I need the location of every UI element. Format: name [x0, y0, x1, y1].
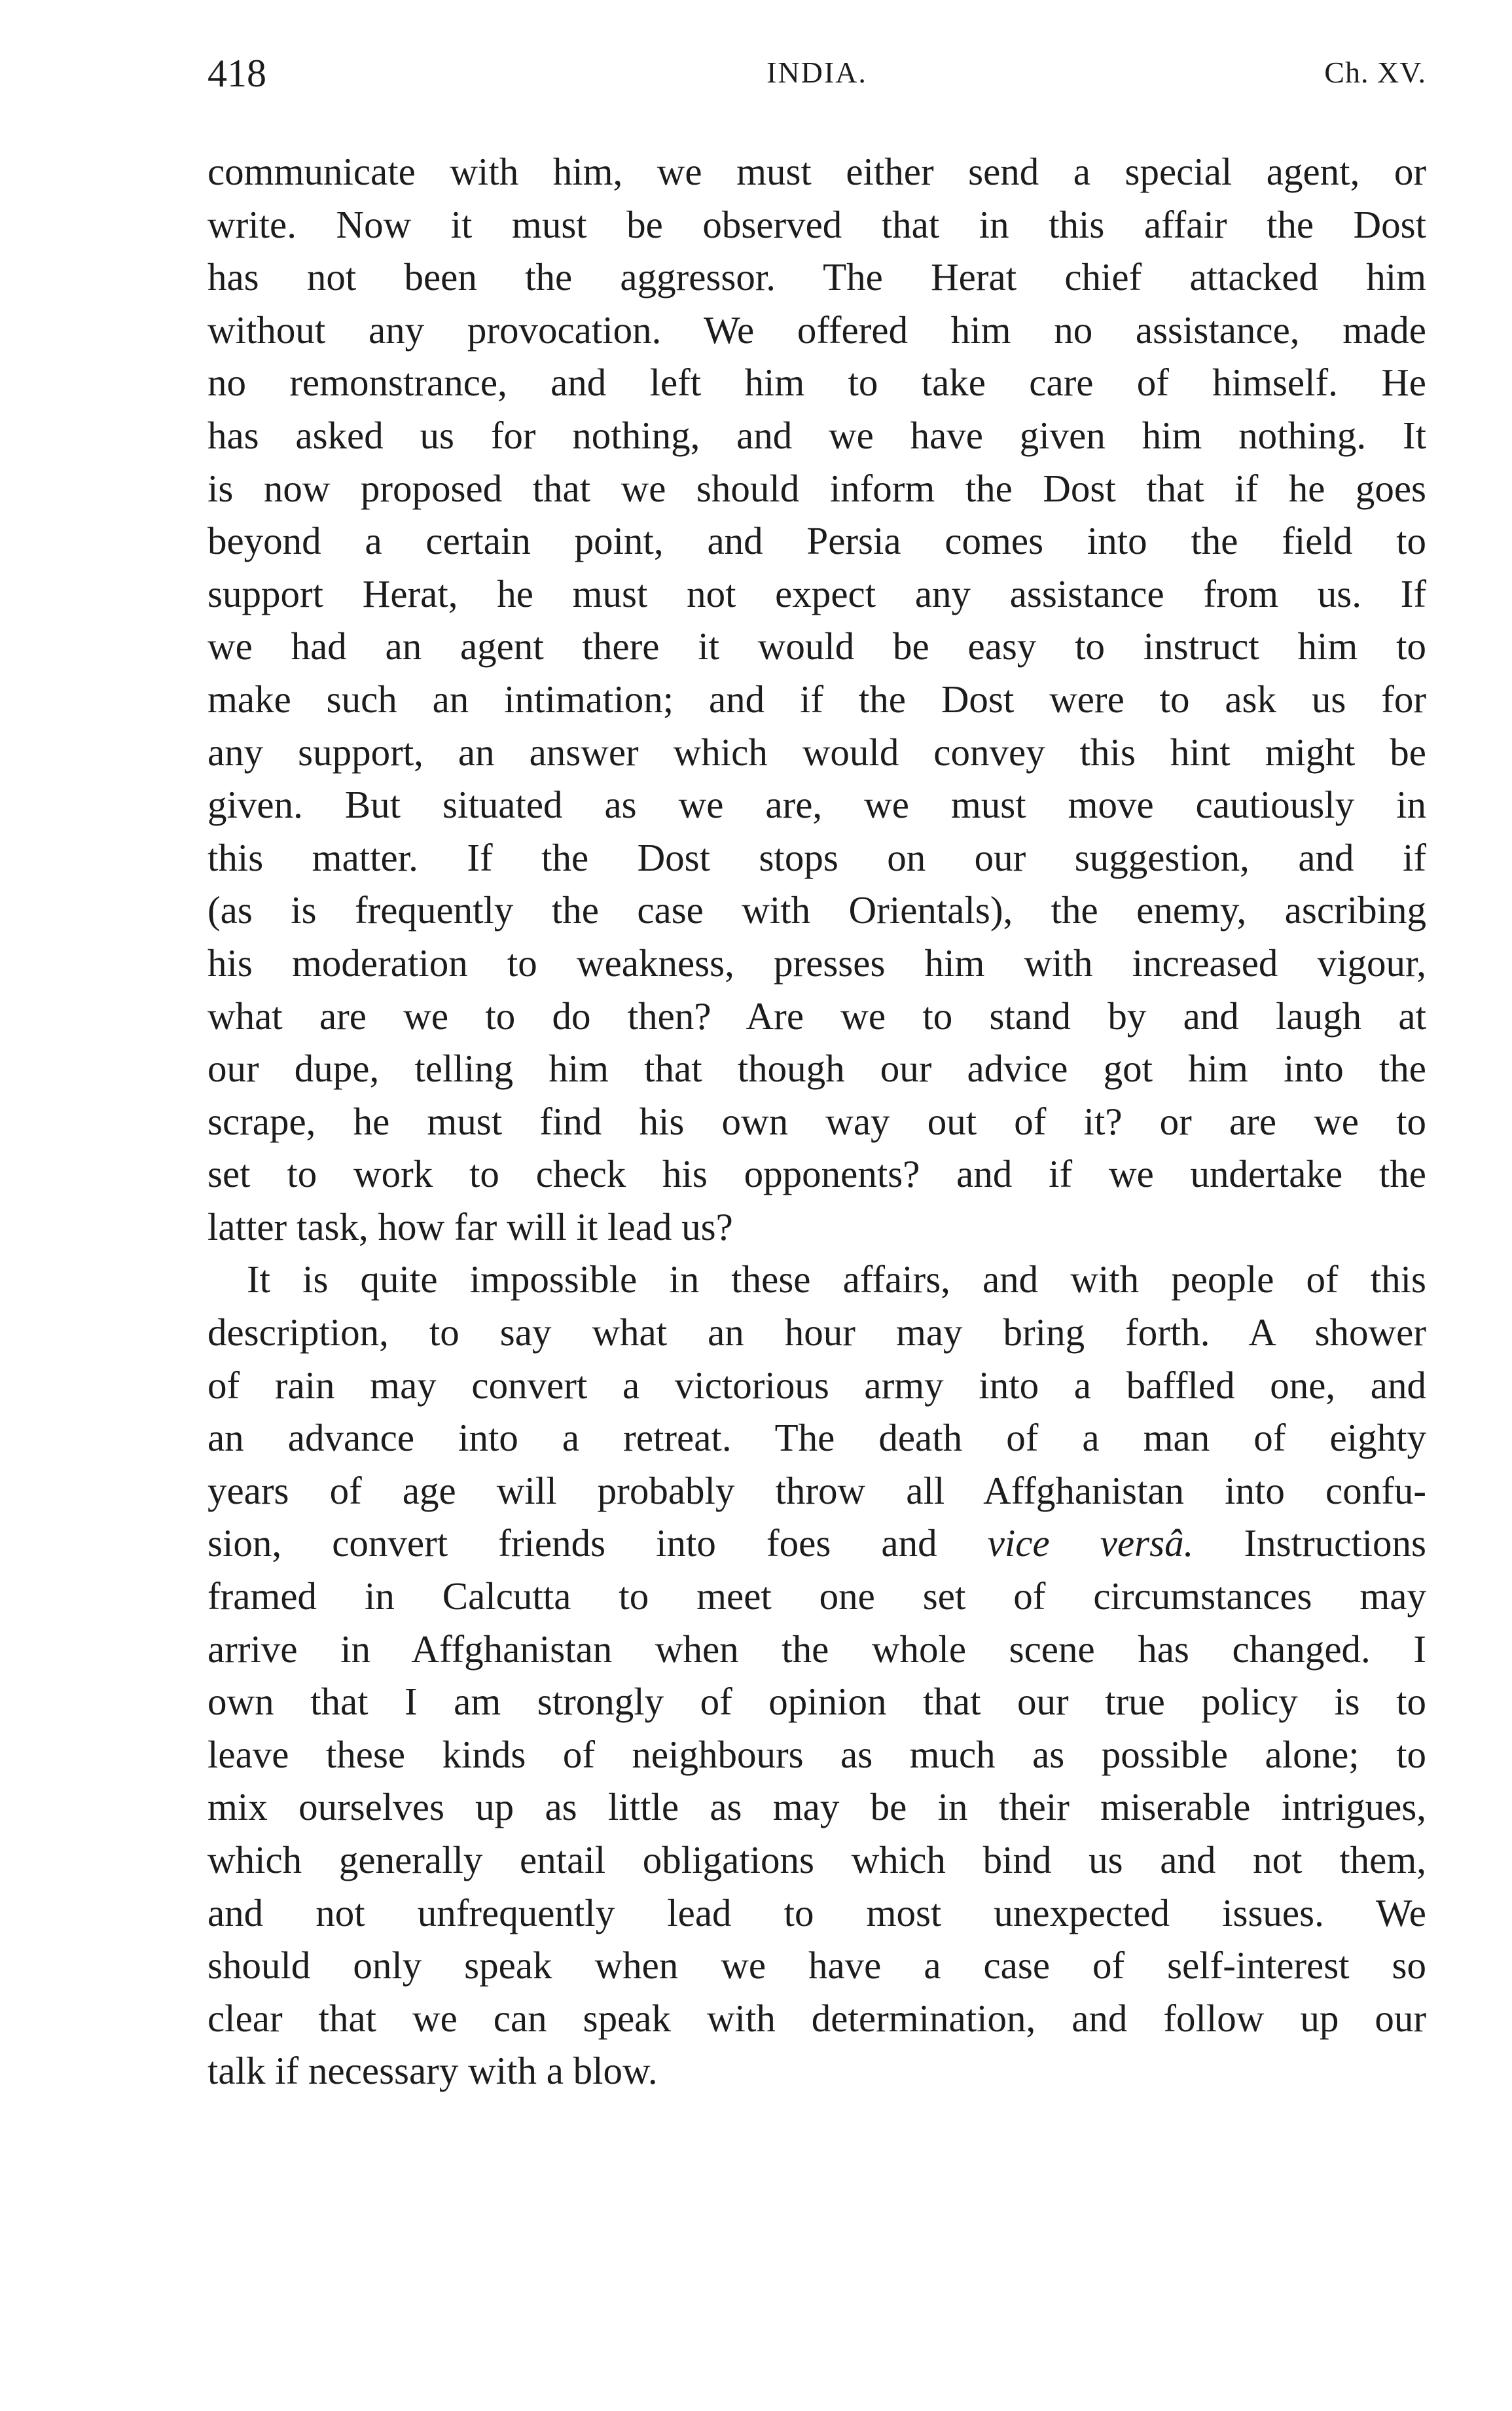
- text-line: framed in Calcutta to meet one set of circumstances may: [207, 1574, 1426, 1618]
- text-line: latter task, how far will it lead us?: [207, 1205, 733, 1248]
- text-line: own that I am strongly of opinion that our true policy is to: [207, 1680, 1426, 1724]
- text-line: support Herat, he must not expect any assistance from us. If: [207, 571, 1426, 615]
- text-line: arrive in Affghanistan when the whole scene has changed. I: [207, 1627, 1426, 1671]
- text-line: any support, an answer which would convey this hint might be: [207, 730, 1426, 774]
- text-line: our dupe, telling him that though our advice got him into the: [207, 1047, 1426, 1091]
- text-line: his moderation to weakness, presses him with increased vigour,: [207, 941, 1426, 985]
- text-line: scrape, he must find his own way out of it? or are we to: [207, 1099, 1426, 1143]
- text-line: write. Now it must be observed that in this affair the Dost: [207, 202, 1426, 246]
- paragraph-2: [207, 1253, 1426, 2097]
- text-line: leave these kinds of neighbours as much as possible alone; to: [207, 1732, 1426, 1776]
- text-line: set to work to check his opponents? and if we undertake the: [207, 1152, 1426, 1196]
- text-line: talk if necessary with a blow.: [207, 2049, 658, 2093]
- paragraph-1: [207, 145, 1426, 1253]
- text-line: mix ourselves up as little as may be in their miserable intrigues,: [207, 1785, 1426, 1829]
- text-line: which generally entail obligations which bind us and not them,: [207, 1838, 1426, 1881]
- italic-phrase: vice versâ.: [987, 1521, 1194, 1565]
- text-line: and not unfrequently lead to most unexpected issues. We: [207, 1891, 1426, 1934]
- text-line: make such an intimation; and if the Dost were to ask us for: [207, 677, 1426, 721]
- text-line: description, to say what an hour may bring forth. A shower: [207, 1311, 1426, 1354]
- text-segment: sion, convert friends into foes and: [207, 1521, 937, 1565]
- text-line: should only speak when we have a case of self-interest so: [207, 1944, 1426, 1987]
- text-line: without any provocation. We offered him no assistance, made: [207, 308, 1426, 352]
- text-line: years of age will probably throw all Affghanistan into confu-: [207, 1468, 1426, 1512]
- text-line: has not been the aggressor. The Herat chief attacked him: [207, 255, 1426, 299]
- text-line: beyond a certain point, and Persia comes into the field to: [207, 519, 1426, 563]
- text-line: an advance into a retreat. The death of a man of eighty: [207, 1416, 1426, 1460]
- page-number: 418: [207, 52, 266, 95]
- text-line: (as is frequently the case with Orientals), the enemy, ascribing: [207, 888, 1426, 932]
- running-title: INDIA.: [766, 56, 867, 89]
- text-line: we had an agent there it would be easy to instruct him to: [207, 625, 1426, 668]
- text-line: It is quite impossible in these affairs, and with people of this: [247, 1258, 1426, 1301]
- text-line: what are we to do then? Are we to stand by and laugh at: [207, 994, 1426, 1038]
- text-segment: Instructions: [1244, 1521, 1427, 1565]
- text-line: communicate with him, we must either send a special agent, or: [207, 150, 1426, 193]
- text-line: of rain may convert a victorious army into a baffled one, and: [207, 1363, 1426, 1407]
- text-line: no remonstrance, and left him to take care of himself. He: [207, 361, 1426, 405]
- body-text: [207, 145, 1426, 2097]
- text-line: is now proposed that we should inform the Dost that if he goes: [207, 466, 1426, 510]
- chapter-label: Ch. XV.: [1324, 56, 1426, 89]
- running-header: [207, 46, 1426, 105]
- text-line: this matter. If the Dost stops on our suggestion, and if: [207, 835, 1426, 879]
- text-line: clear that we can speak with determination, and follow up our: [207, 1996, 1426, 2040]
- text-line: has asked us for nothing, and we have given him nothing. It: [207, 413, 1426, 457]
- text-line-with-italic: [207, 1517, 1426, 1570]
- text-line: given. But situated as we are, we must move cautiously in: [207, 783, 1426, 827]
